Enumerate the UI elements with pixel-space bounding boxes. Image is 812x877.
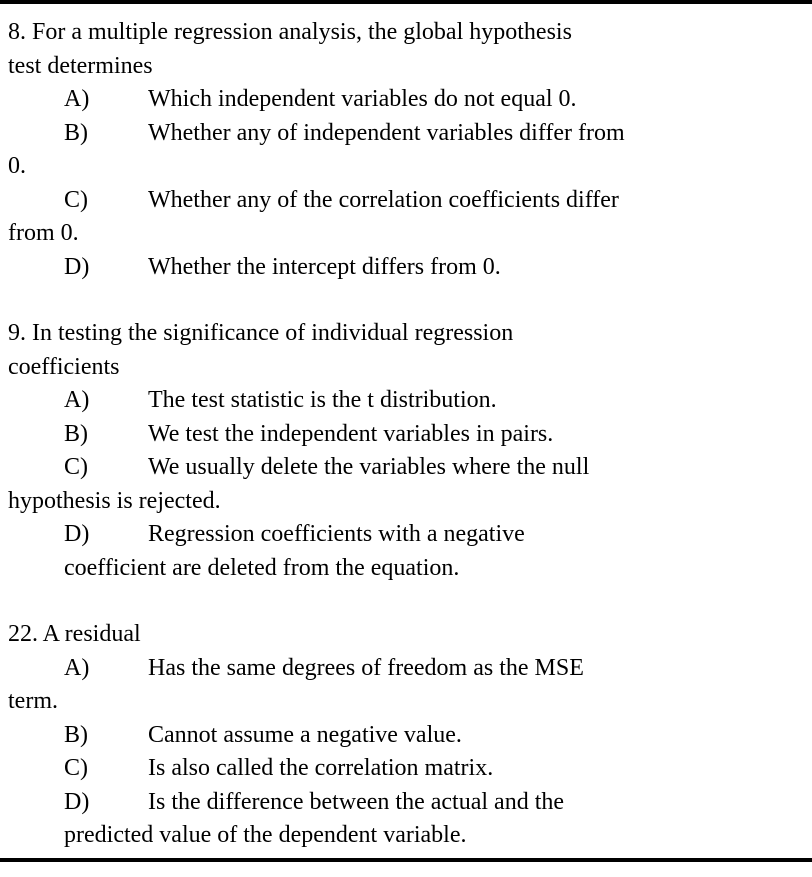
option-b — [8, 117, 806, 151]
question-9 — [8, 317, 806, 585]
option-b — [8, 418, 806, 452]
option-continuation-line: coefficient are deleted from the equation. — [64, 554, 460, 581]
option-text: Regression coefficients with a negative — [148, 521, 525, 547]
bottom-border-rule — [0, 858, 812, 862]
option-d — [8, 518, 806, 552]
option-letter: A) — [64, 387, 90, 413]
question-stem-line: coefficients — [8, 353, 120, 380]
option-letter: B) — [64, 119, 88, 146]
option-continuation-line: predicted value of the dependent variable. — [64, 822, 467, 848]
option-text: Is also called the correlation matrix. — [148, 755, 494, 781]
option-letter: A) — [64, 86, 90, 112]
option-letter: A) — [64, 654, 90, 681]
option-b — [8, 719, 806, 753]
option-c — [8, 752, 806, 786]
option-text: Whether the intercept differs from 0. — [148, 253, 501, 280]
option-c — [8, 184, 806, 218]
option-letter: C) — [64, 186, 88, 213]
option-letter: D) — [64, 788, 90, 815]
question-stem-line: 8. For a multiple regression analysis, the global hypothesis — [8, 19, 572, 45]
top-border-rule — [0, 0, 812, 4]
option-continuation-line: hypothesis is rejected. — [8, 487, 221, 514]
question-stem-line: 22. A residual — [8, 621, 141, 647]
option-c — [8, 451, 806, 485]
question-22 — [8, 618, 806, 853]
question-stem-line: 9. In testing the significance of individual regression — [8, 320, 514, 346]
option-letter: D) — [64, 521, 90, 547]
question-stem-line: test determines — [8, 52, 153, 79]
option-text: Is the difference between the actual and the — [148, 788, 565, 815]
option-continuation-line: from 0. — [8, 220, 79, 246]
option-text: Has the same degrees of freedom as the MSE — [148, 654, 584, 681]
option-letter: B) — [64, 721, 88, 748]
option-continuation-line: term. — [8, 688, 58, 714]
option-continuation-line: 0. — [8, 153, 26, 179]
option-letter: D) — [64, 253, 90, 280]
option-text: Whether any of the correlation coefficients differ — [148, 186, 619, 213]
option-letter: B) — [64, 420, 88, 447]
option-d — [8, 251, 806, 285]
option-text: We usually delete the variables where the null — [148, 454, 590, 480]
option-letter: C) — [64, 755, 88, 781]
option-text: We test the independent variables in pairs. — [148, 420, 554, 447]
quiz-document — [8, 16, 806, 853]
option-text: Cannot assume a negative value. — [148, 721, 462, 748]
option-a — [8, 83, 806, 117]
option-d — [8, 786, 806, 820]
question-8 — [8, 16, 806, 284]
option-letter: C) — [64, 454, 88, 480]
option-a — [8, 384, 806, 418]
option-text: The test statistic is the t distribution. — [148, 387, 497, 413]
option-a — [8, 652, 806, 686]
option-text: Whether any of independent variables differ from — [148, 119, 625, 146]
option-text: Which independent variables do not equal 0. — [148, 86, 577, 112]
